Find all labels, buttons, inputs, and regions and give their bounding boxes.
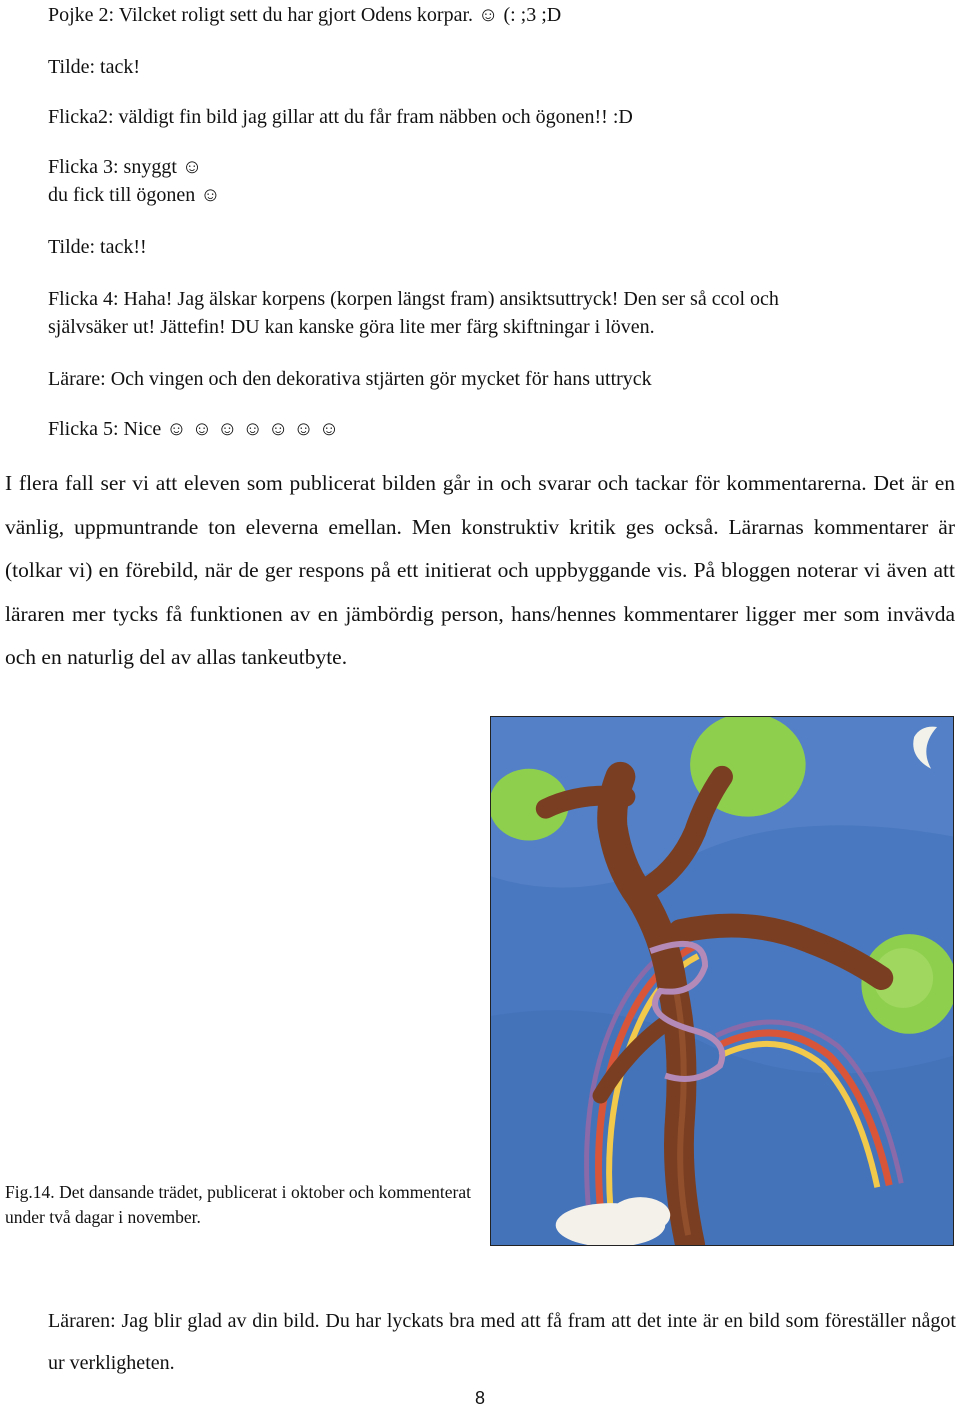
figure-caption: Fig.14. Det dansande trädet, publicerat i oktober och kommenterat under två dagar i november. (5, 1182, 471, 1227)
comment-line-flicka4a: Flicka 4: Haha! Jag älskar korpens (korpen längst fram) ansiktsuttryck! Den ser så ccol och (48, 288, 779, 310)
comment-line-flicka5: Flicka 5: Nice ☺ ☺ ☺ ☺ ☺ ☺ ☺ (48, 418, 340, 440)
comment-line-pojke2: Pojke 2: Vilcket roligt sett du har gjort Odens korpar. ☺ (: ;3 ;D (48, 4, 562, 26)
page-number: 8 (474, 1388, 485, 1408)
comment-line-flicka2: Flicka2: väldigt fin bild jag gillar att du får fram näbben och ögonen!! :D (48, 106, 633, 128)
comment-line-larare: Lärare: Och vingen och den dekorativa stjärten gör mycket för hans uttryck (48, 368, 652, 390)
comment-line-flicka4b: självsäker ut! Jättefin! DU kan kanske göra lite mer färg skiftningar i löven. (48, 316, 655, 338)
comment-line-tilde1: Tilde: tack! (48, 56, 141, 78)
painting-cloud-puff (610, 1197, 670, 1233)
dancing-tree-painting (491, 717, 953, 1245)
comment-line-flicka3a: Flicka 3: snyggt ☺ (48, 156, 203, 178)
comment-line-tilde2: Tilde: tack!! (48, 236, 147, 258)
final-paragraph: Läraren: Jag blir glad av din bild. Du har lyckats bra med att få fram att det inte är en bild som föreställer något ur verkligheten. (48, 1310, 956, 1374)
figure-painting (490, 716, 954, 1246)
comment-line-flicka3b: du fick till ögonen ☺ (48, 184, 221, 206)
body-paragraph: I flera fall ser vi att eleven som publicerat bilden går in och svarar och tackar för kommentarerna. Det är en vänlig, uppmuntrande ton eleverna emellan. Men konstruktiv kritik ges också. Lärarnas kommentarer är (tolkar vi) en förebild, när de ger respons på ett initierat och uppbyggande vis. På bloggen noterar vi även att läraren mer tycks få funktionen av en jämbördig person, hans/hennes kommentarer ligger mer som invävda och en naturlig del av allas tankeutbyte. (5, 471, 955, 670)
